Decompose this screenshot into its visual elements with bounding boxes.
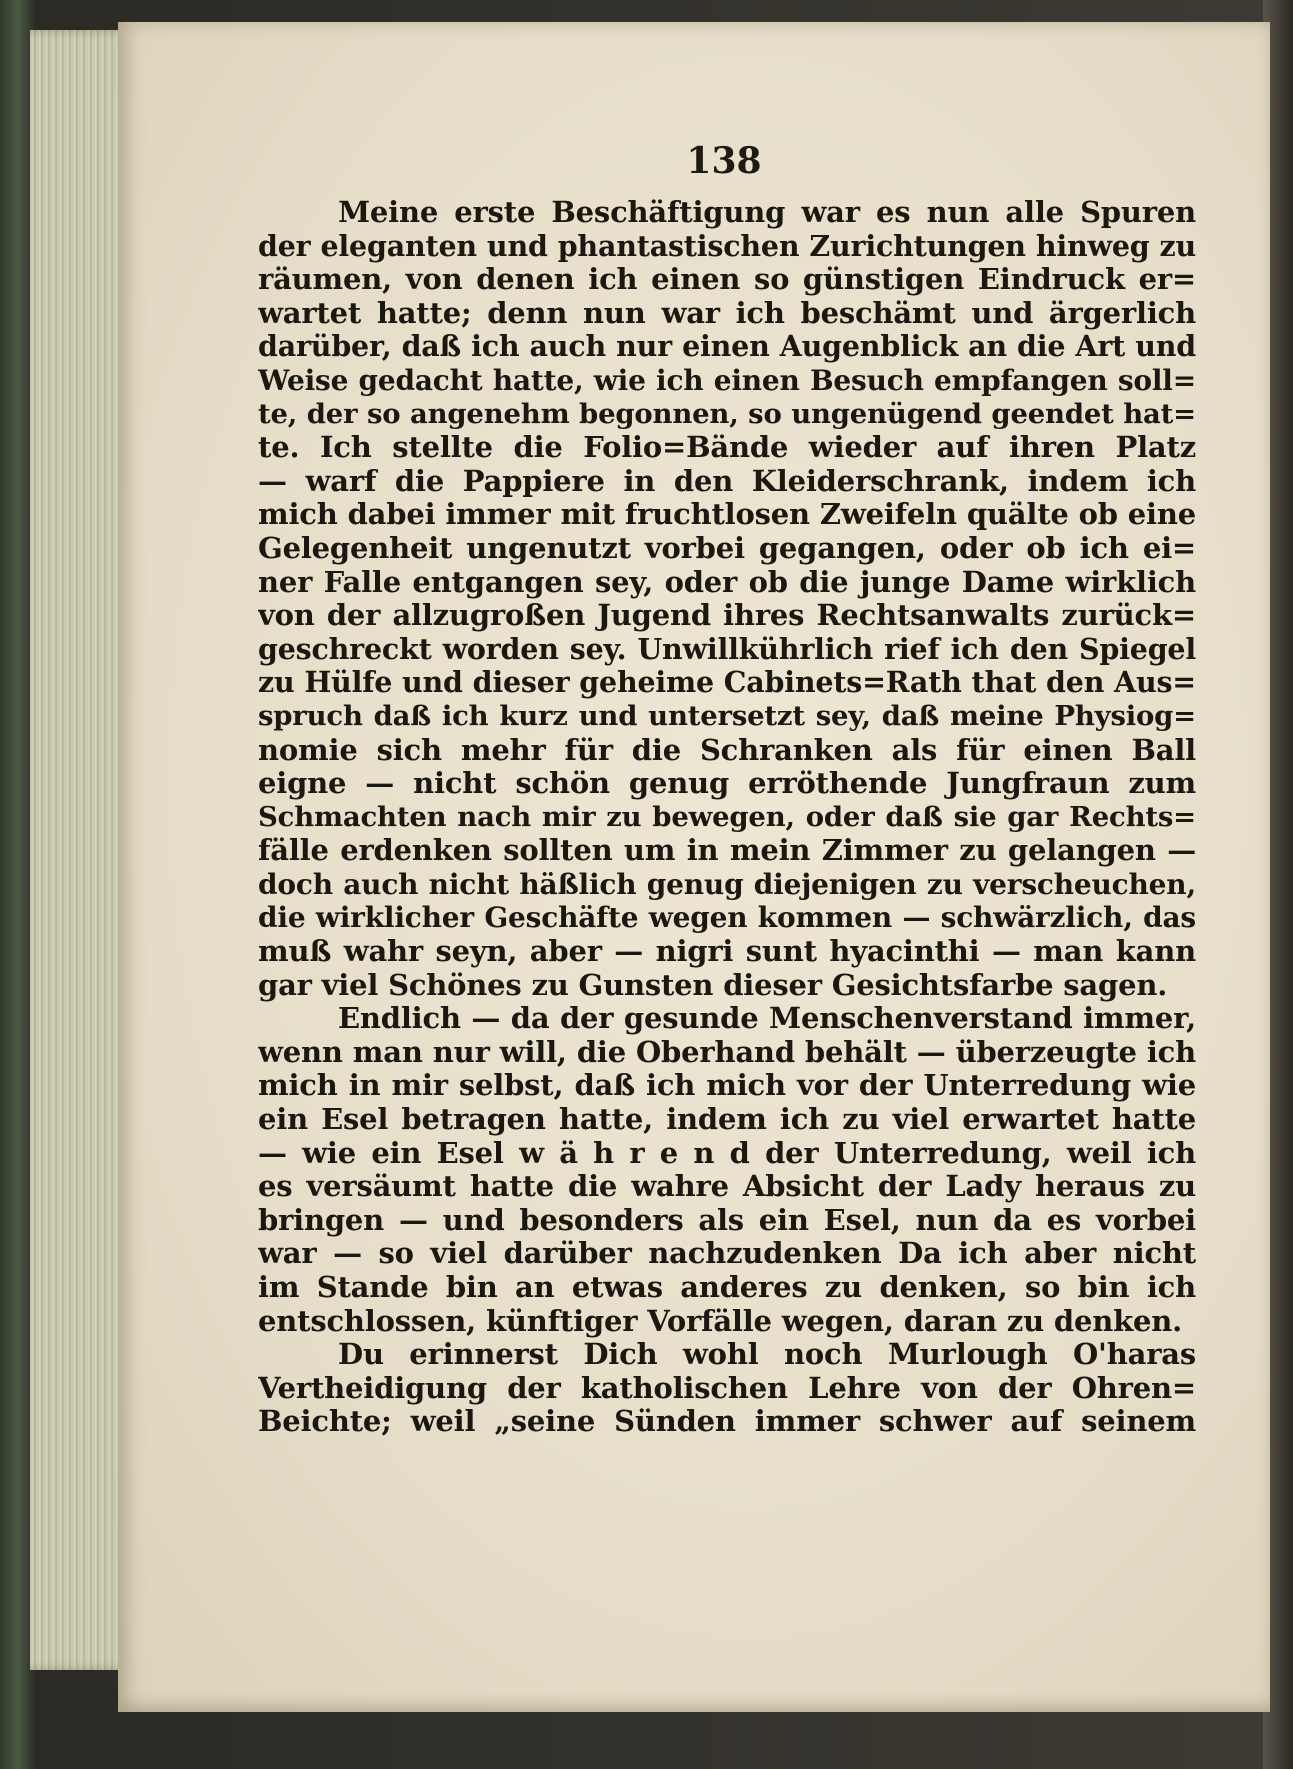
text-line: war — so viel darüber nachzudenken Da ich aber nicht <box>258 1237 1196 1271</box>
text-line: zu Hülfe und dieser geheime Cabinets=Rath that den Aus= <box>258 666 1196 700</box>
text-line: nomie sich mehr für die Schranken als für einen Ball <box>258 733 1196 767</box>
text-line: der eleganten und phantastischen Zurichtungen hinweg zu <box>258 229 1196 263</box>
text-line: Weise gedacht hatte, wie ich einen Besuch empfangen soll= <box>258 363 1196 397</box>
page-number: 138 <box>686 140 762 182</box>
text-line: mich in mir selbst, daß ich mich vor der Unterredung wie <box>258 1069 1196 1103</box>
text-line: — wie ein Esel w ä h r e n d der Unterredung, weil ich <box>258 1136 1196 1170</box>
text-line: Meine erste Beschäftigung war es nun alle Spuren <box>338 196 1196 229</box>
text-line: bringen — und besonders als ein Esel, nun da es vorbei <box>258 1203 1196 1237</box>
text-line: mich dabei immer mit fruchtlosen Zweifeln quälte ob eine <box>258 498 1196 532</box>
text-line: gar viel Schönes zu Gunsten dieser Gesichtsfarbe sagen. <box>258 968 1168 1002</box>
text-line: spruch daß ich kurz und untersetzt sey, daß meine Physiog= <box>258 699 1196 732</box>
text-line: Schmachten nach mir zu bewegen, oder daß sie gar Rechts= <box>258 800 1196 833</box>
text-line: te, der so angenehm begonnen, so ungenügend geendet hat= <box>258 397 1196 430</box>
text-line: Vertheidigung der katholischen Lehre von der Ohren= <box>258 1371 1196 1405</box>
text-line: muß wahr seyn, aber — nigri sunt hyacinthi — man kann <box>258 935 1196 969</box>
text-line: eigne — nicht schön genug erröthende Jungfraun zum <box>258 767 1196 801</box>
text-line: doch auch nicht häßlich genug diejenigen zu verscheuchen, <box>258 867 1196 901</box>
text-line: ein Esel betragen hatte, indem ich zu viel erwartet hatte <box>258 1103 1196 1137</box>
text-line: Du erinnerst Dich wohl noch Murlough O'haras <box>338 1338 1196 1372</box>
text-line: darüber, daß ich auch nur einen Augenblick an die Art und <box>258 330 1196 364</box>
text-line: im Stande bin an etwas anderes zu denken, so bin ich <box>258 1271 1196 1304</box>
text-line: Endlich — da der gesunde Menschenverstand immer, <box>338 1002 1196 1036</box>
text-line: — warf die Pappiere in den Kleiderschrank, indem ich <box>258 464 1196 498</box>
text-line: räumen, von denen ich einen so günstigen Eindruck er= <box>258 263 1196 297</box>
text-line: wartet hatte; denn nun war ich beschämt und ärgerlich <box>258 296 1196 330</box>
text-line: geschreckt worden sey. Unwillkührlich rief ich den Spiegel <box>258 632 1196 666</box>
text-line: fälle erdenken sollten um in mein Zimmer zu gelangen — <box>258 834 1196 868</box>
text-line: es versäumt hatte die wahre Absicht der Lady heraus zu <box>258 1170 1196 1204</box>
text-line: entschlossen, künftiger Vorfälle wegen, daran zu denken. <box>258 1304 1183 1338</box>
text-line: wenn man nur will, die Oberhand behält — überzeugte ich <box>258 1035 1196 1069</box>
text-line: Beichte; weil „seine Sünden immer schwer auf seinem <box>258 1405 1196 1439</box>
text-line: von der allzugroßen Jugend ihres Rechtsanwalts zurück= <box>258 599 1196 633</box>
text-line: die wirklicher Geschäfte wegen kommen — schwärzlich, das <box>258 901 1196 935</box>
text-line: ner Falle entgangen sey, oder ob die junge Dame wirklich <box>258 565 1196 599</box>
text-line: Gelegenheit ungenutzt vorbei gegangen, oder ob ich ei= <box>258 531 1196 565</box>
page-body-text <box>258 196 1196 1439</box>
text-line: te. Ich stellte die Folio=Bände wieder auf ihren Platz <box>258 431 1196 465</box>
